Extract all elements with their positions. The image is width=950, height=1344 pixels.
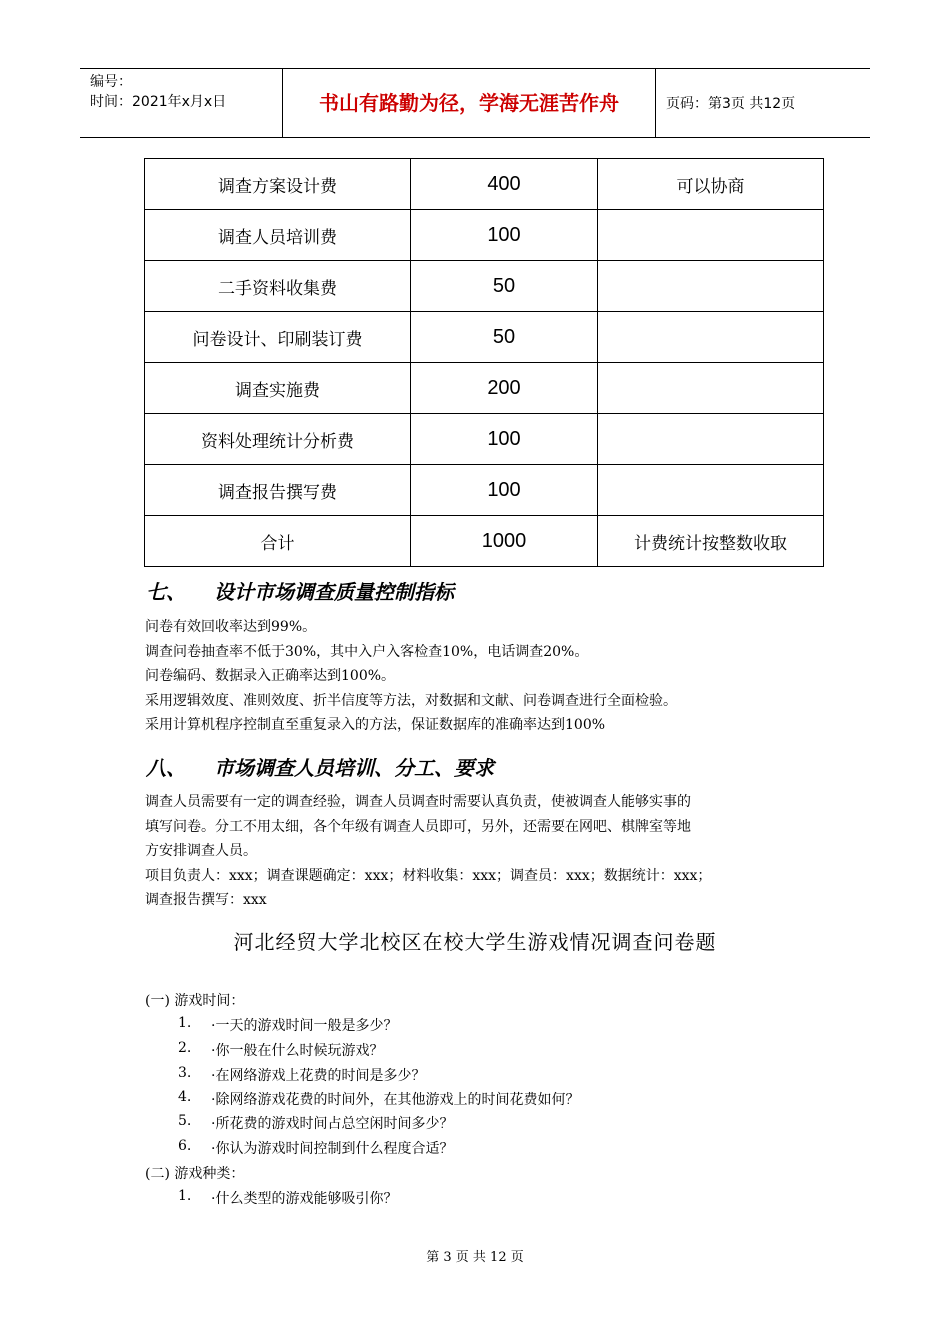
header-date: 时间：2021年x月x日 <box>90 94 227 110</box>
table-row <box>145 465 824 516</box>
fee-item: 问卷设计、印刷装订费 <box>145 312 411 363</box>
fee-item: 合计 <box>145 516 411 567</box>
paragraph-line: 调查问卷抽查率不低于30%，其中入户入客检查10%，电话调查20%。 <box>145 643 589 660</box>
fee-amount: 100 <box>411 414 598 465</box>
paragraph-line: 调查报告撰写：xxx <box>145 892 267 908</box>
item-number: 1. <box>178 1015 192 1031</box>
fee-item: 资料处理统计分析费 <box>145 414 411 465</box>
section-number: 七、 <box>146 580 186 604</box>
item-text: ·所花费的游戏时间占总空闲时间多少？ <box>211 1116 454 1132</box>
fee-item: 调查方案设计费 <box>145 159 411 210</box>
item-number: 4. <box>178 1089 192 1105</box>
fee-amount: 100 <box>411 465 598 516</box>
fee-amount: 200 <box>411 363 598 414</box>
table-row <box>145 210 824 261</box>
fee-item: 调查报告撰写费 <box>145 465 411 516</box>
fee-note <box>598 210 824 261</box>
item-text: ·什么类型的游戏能够吸引你？ <box>211 1191 398 1207</box>
item-text: ·你一般在什么时候玩游戏？ <box>211 1043 384 1059</box>
item-text: ·你认为游戏时间控制到什么程度合适？ <box>211 1141 454 1157</box>
fee-item: 二手资料收集费 <box>145 261 411 312</box>
paragraph-line: 方安排调查人员。 <box>145 843 257 859</box>
section-body <box>145 790 711 913</box>
fee-amount: 100 <box>411 210 598 261</box>
fee-item: 调查人员培训费 <box>145 210 411 261</box>
paragraph-line: 问卷有效回收率达到99%。 <box>145 619 317 635</box>
page-footer: 第 3 页 共 12 页 <box>426 1250 524 1265</box>
fee-note <box>598 312 824 363</box>
fee-amount: 1000 <box>411 516 598 567</box>
fee-amount: 50 <box>411 312 598 363</box>
item-number: 2. <box>178 1040 192 1056</box>
paragraph-line: 采用逻辑效度、准则效度、折半信度等方法，对数据和文献、问卷调查进行全面检验。 <box>145 692 677 709</box>
table-row-total <box>145 516 824 567</box>
item-number: 1. <box>178 1188 192 1204</box>
table-row <box>145 414 824 465</box>
question-group-label: (二) 游戏种类： <box>145 1166 245 1182</box>
paragraph-line: 调查人员需要有一定的调查经验，调查人员调查时需要认真负责，使被调查人能够实事的 <box>145 794 691 810</box>
item-number: 6. <box>178 1138 192 1154</box>
fee-table <box>144 158 824 567</box>
fee-note <box>598 465 824 516</box>
header-meta <box>80 69 283 137</box>
fee-note: 可以协商 <box>598 159 824 210</box>
header-motto: 书山有路勤为径，学海无涯苦作舟 <box>283 69 656 137</box>
question-group-label: (一) 游戏时间： <box>145 993 245 1009</box>
questionnaire-title: 河北经贸大学北校区在校大学生游戏情况调查问卷题 <box>233 930 717 954</box>
fee-note: 计费统计按整数收取 <box>598 516 824 567</box>
section-heading <box>146 576 454 605</box>
fee-note <box>598 363 824 414</box>
section-body <box>145 615 677 738</box>
item-number: 5. <box>178 1113 192 1129</box>
item-text: ·一天的游戏时间一般是多少？ <box>211 1018 398 1034</box>
table-row <box>145 363 824 414</box>
section-number: 八、 <box>146 756 186 780</box>
section-title: 市场调查人员培训、分工、要求 <box>214 756 494 780</box>
section-heading <box>146 752 494 781</box>
header-code-label: 编号： <box>90 74 132 90</box>
table-row <box>145 312 824 363</box>
fee-amount: 400 <box>411 159 598 210</box>
header-page-info: 页码：第3页 共12页 <box>666 96 796 112</box>
item-text: ·在网络游戏上花费的时间是多少？ <box>211 1068 426 1084</box>
fee-note <box>598 261 824 312</box>
item-text: ·除网络游戏花费的时间外，在其他游戏上的时间花费如何？ <box>211 1092 580 1108</box>
page-header <box>80 68 870 138</box>
paragraph-line: 问卷编码、数据录入正确率达到100%。 <box>145 668 396 684</box>
section-title: 设计市场调查质量控制指标 <box>214 580 454 604</box>
paragraph-line: 采用计算机程序控制直至重复录入的方法，保证数据库的准确率达到100% <box>145 717 606 733</box>
fee-amount: 50 <box>411 261 598 312</box>
table-row <box>145 261 824 312</box>
paragraph-line: 填写问卷。分工不用太细，各个年级有调查人员即可，另外，还需要在网吧、棋牌室等地 <box>145 818 691 835</box>
fee-item: 调查实施费 <box>145 363 411 414</box>
table-row <box>145 159 824 210</box>
paragraph-line: 项目负责人：xxx；调查课题确定：xxx；材料收集：xxx；调查员：xxx；数据统计：xxx； <box>145 867 712 884</box>
fee-note <box>598 414 824 465</box>
item-number: 3. <box>178 1065 192 1081</box>
